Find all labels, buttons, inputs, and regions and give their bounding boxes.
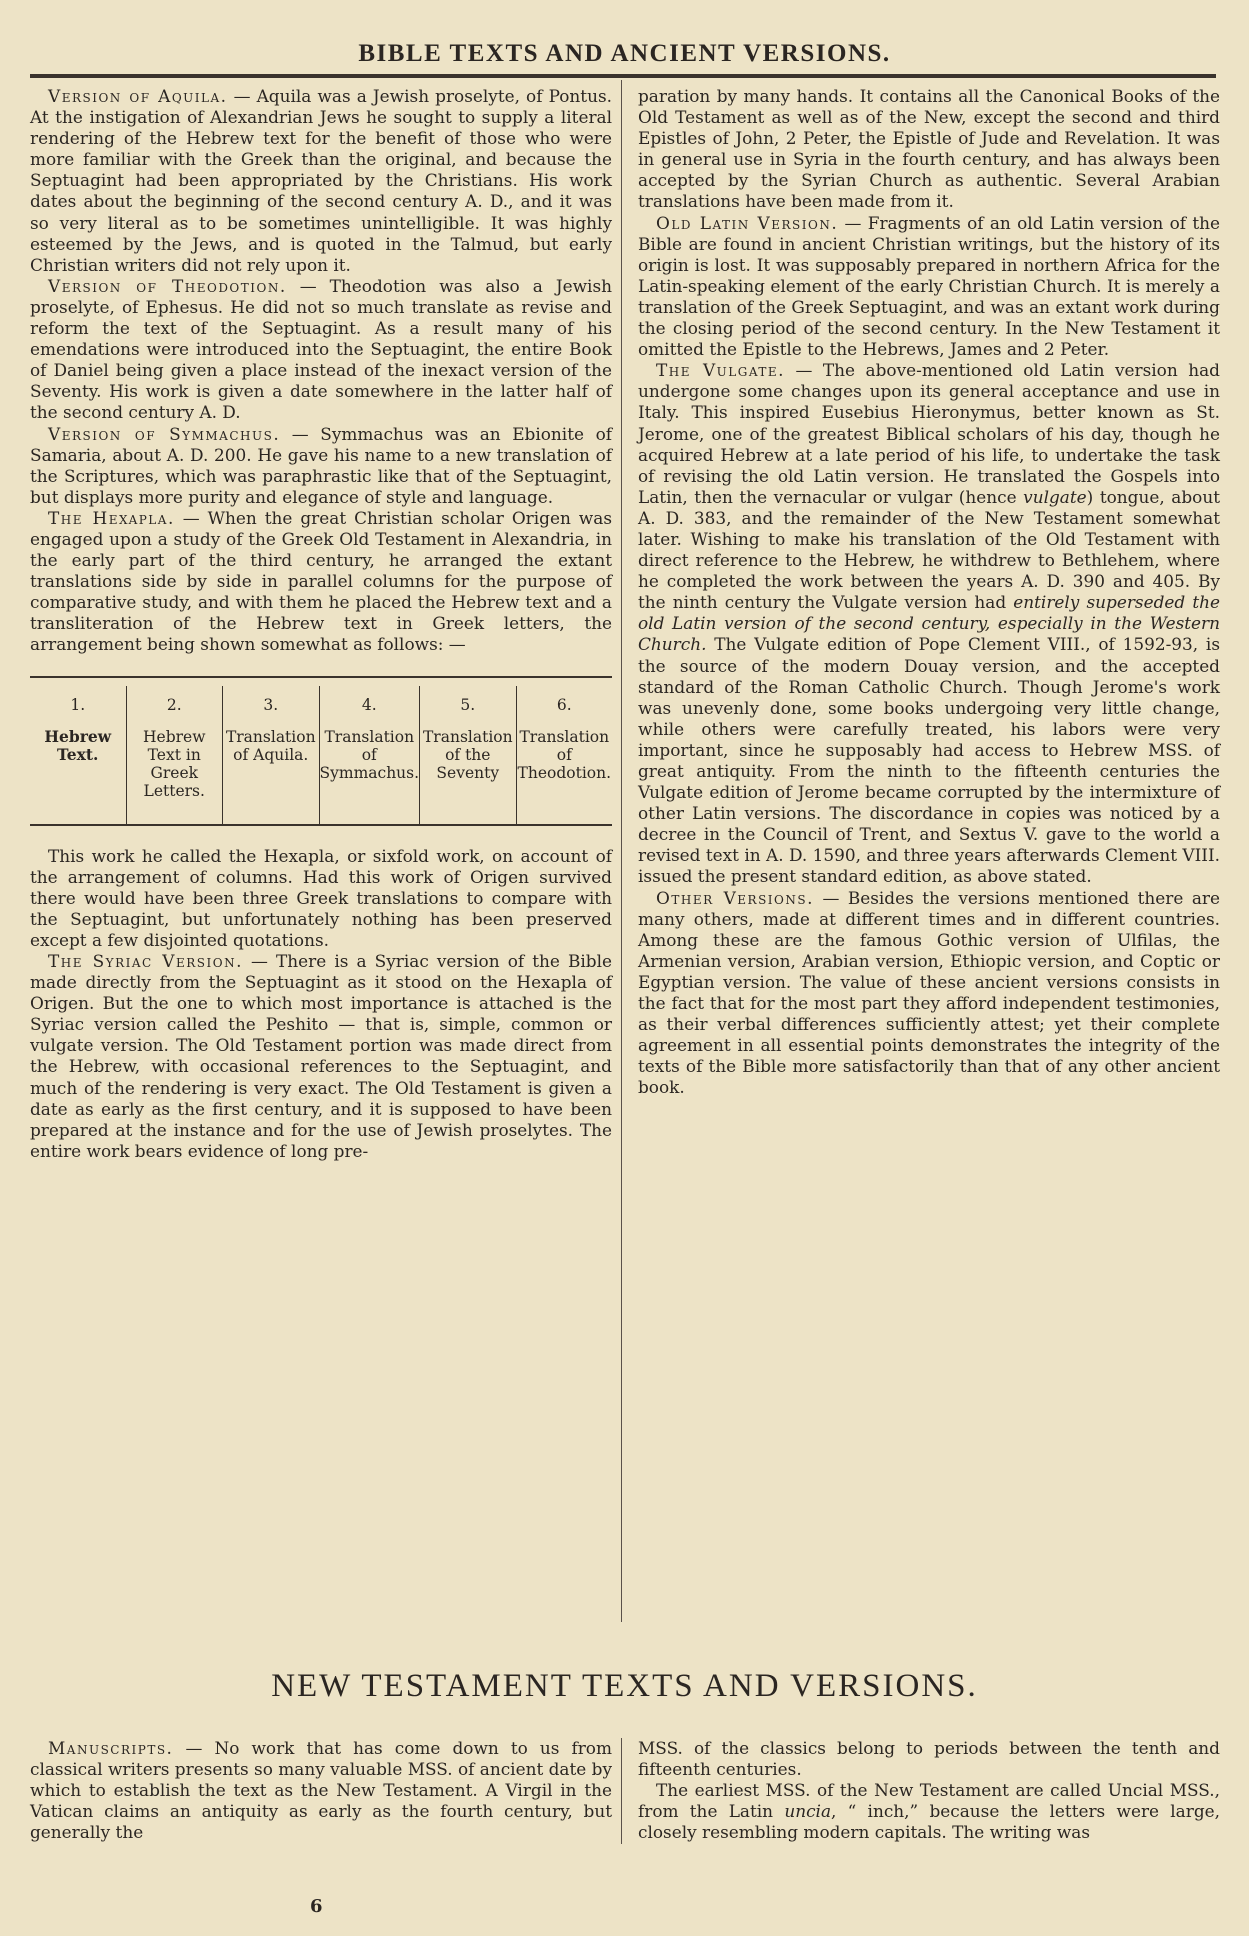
table-cell-label: Hebrew Text in Greek Letters.: [143, 727, 206, 800]
vulgate-emphasis: entirely superseded the old Latin version of the second century, especially in the Western Church.: [638, 592, 1220, 655]
table-cell-number: 6.: [556, 695, 572, 714]
hexapla-after-paragraph: This work he called the Hexapla, or sixfold work, on account of the arrangement of columns. Had this work of Origen survived there would have been three Greek translations to compare with the Septuagint, but unfortunately nothing has been preserved except a few disjointed quotations.: [30, 845, 612, 950]
vulgate-heading: The Vulgate.: [656, 360, 785, 381]
old-latin-heading: Old Latin Version.: [656, 212, 839, 233]
hexapla-table-cell: [223, 686, 320, 824]
hexapla-table-cell: [420, 686, 517, 824]
table-cell-label: Translation of Symmachus.: [319, 727, 420, 782]
uncial-text: , “ inch,” because the letters were large, closely resembling modern capitals. The writing was: [638, 1801, 1220, 1843]
syriac-text: — There is a Syriac version of the Bible made directly from the Septuagint as it stood on the Hexapla of Origen. But the one to which most importance is attached is the Syriac version called the Peshito — that is, simple, common or vulgate version. The Old Testament portion was made direct from the Hebrew, with occasional references to the Septuagint, and much of the rendering is very exact. The Old Testament is given a date as early as the first century, and it is supposed to have been prepared at the instance and for the use of Jewish proselytes. The entire work bears evidence of long pre-: [30, 951, 612, 1161]
manuscripts-text: — No work that has come down to us from classical writers presents so many valuable MSS. of ancient date by which to establish the text as the New Testament. A Virgil in the Vatican claims an antiquity as early as the fourth century, but generally the: [30, 1738, 612, 1843]
symmachus-text: — Symmachus was an Ebionite of Samaria, about A. D. 200. He gave his name to a new translation of the Scriptures, which was paraphrastic like that of the Septuagint, but displays more purity and elegance of style and language.: [30, 423, 612, 507]
uncial-paragraph: [638, 1780, 1220, 1843]
nt-right-column: [638, 1738, 1220, 1843]
page-number: 6: [310, 1896, 323, 1917]
vulgate-text: ) tongue, about A. D. 383, and the remainder of the New Testament somewhat later. Wishing to make his translation of the Old Testament with direct reference to the Hebrew, he withdrew to Bethlehem, where he completed the work between the years A. D. 390 and 405. By the ninth century the Vulgate version had: [638, 486, 1221, 613]
manuscripts-paragraph: [30, 1738, 612, 1843]
hexapla-table-cell: [320, 686, 421, 824]
syriac-heading: The Syriac Version.: [48, 951, 243, 971]
old-latin-text: — Fragments of an old Latin version of the Bible are found in ancient Christian writings, but the history of its origin is lost. It was supposably prepared in northern Africa for the Latin-speaking element of the early Christian Church. It is merely a translation of the Greek Septuagint, and was an extant work during the closing period of the second century. In the New Testament it omitted the Epistle to the Hebrews, James and 2 Peter.: [638, 212, 1220, 360]
vulgate-text: The Vulgate edition of Pope Clement VIII., of 1592-93, is the source of the modern Douay version, and the accepted standard of the Roman Catholic Church. Though Jerome's work was unevenly done, some books undergoing very little change, while others were carefully treated, his labors were very important, since he supposably had access to Hebrew MSS. of great antiquity. From the ninth to the fifteenth centuries the Vulgate edition of Jerome became corrupted by the intermixture of other Latin versions. The discordance in copies was noticed by a decree in the Council of Trent, and Sextus V. gave to the world a revised text in A. D. 1590, and three years afterwards Clement VIII. issued the present standard edition, as above stated.: [638, 634, 1220, 887]
symmachus-heading: Version of Symmachus.: [48, 423, 281, 444]
uncial-text: The earliest MSS. of the New Testament are called Uncial MSS., from the Latin: [638, 1780, 1220, 1822]
page-header: BIBLE TEXTS AND ANCIENT VERSIONS.: [358, 40, 891, 67]
other-versions-text: — Besides the versions mentioned there are many others, made at different times and in different countries. Among these are the famous Gothic version of Ulfilas, the Armenian version, Arabian version, Ethiopic version, and Coptic or Egyptian version. The value of these ancient versions consists in the fact that for the most part they afford independent testimonies, as their verbal differences sufficiently attest; yet their complete agreement in all essential points demonstrates the integrity of the texts of the Bible more satisfactorily than that of any other ancient book.: [638, 887, 1220, 1098]
table-cell-label: Translation of the Seventy: [422, 727, 513, 782]
hexapla-heading: The Hexapla.: [48, 507, 175, 528]
aquila-text: — Aquila was a Jewish proselyte, of Pontus. At the instigation of Alexandrian Jews he sought to supply a literal rendering of the Hebrew text for the benefit of those who were more familiar with the Greek than the original, and because the Septuagint had been appropriated by the Christians. His work dates about the beginning of the second century A. D., and it was so very literal as to be sometimes unintelligible. It was highly esteemed by the Jews, and is quoted in the Talmud, but early Christian writers did not rely upon it.: [30, 86, 612, 275]
old-latin-paragraph: [638, 213, 1220, 361]
section-title: NEW TESTAMENT TEXTS AND VERSIONS.: [271, 1668, 978, 1704]
theodotion-text: — Theodotion was also a Jewish proselyte, of Ephesus. He did not so much translate as revise and reform the text of the Septuagint. As a result many of his emendations were introduced into the Septuagint, the entire Book of Daniel being given a place instead of the inexact version of the Seventy. His work is given a date somewhere in the latter half of the second century A. D.: [30, 275, 612, 423]
table-cell-label: Hebrew Text.: [44, 726, 112, 764]
other-versions-paragraph: [638, 888, 1220, 1099]
table-cell-number: 2.: [166, 695, 182, 714]
hexapla-table-cell: [127, 686, 224, 824]
left-column: [30, 86, 612, 1162]
nt-left-column: [30, 1738, 612, 1843]
table-cell-label: Translation of Aquila.: [225, 727, 316, 764]
symmachus-paragraph: [30, 424, 612, 508]
column-divider: [621, 80, 622, 1622]
theodotion-heading: Version of Theodotion.: [48, 275, 287, 296]
vulgate-paragraph: [638, 360, 1220, 887]
vulgate-emphasis: vulgate: [1023, 486, 1087, 507]
manuscripts-heading: Manuscripts.: [48, 1738, 174, 1758]
table-cell-number: 4.: [361, 695, 377, 714]
vulgate-text: — The above-mentioned old Latin version had undergone some changes upon its general acceptance and use in Italy. This inspired Eusebius Hieronymus, better known as St. Jerome, one of the greatest Biblical scholars of his day, though he acquired Hebrew at a late period of his life, to undertake the task of revising the old Latin version. He translated the Gospels into Latin, then the vernacular or vulgar (hence: [638, 360, 1220, 507]
hexapla-text: — When the great Christian scholar Origen was engaged upon a study of the Greek Old Testament in Alexandria, in the early part of the third century, he arranged the extant translations side by side in parallel columns for the purpose of comparative study, and with them he placed the Hebrew text and a transliteration of the Hebrew text in Greek letters, the arrangement being shown somewhat as follows: —: [30, 507, 613, 655]
hexapla-table-cell: [30, 686, 127, 824]
hexapla-table: [30, 676, 612, 826]
uncial-emphasis: uncia: [784, 1801, 832, 1822]
theodotion-paragraph: [30, 276, 612, 424]
table-cell-number: 1.: [70, 695, 86, 714]
syriac-paragraph: [30, 951, 612, 1162]
table-cell-label: Translation of Theodotion.: [517, 727, 612, 782]
nt-column-divider: [621, 1738, 622, 1844]
aquila-heading: Version of Aquila.: [48, 86, 228, 106]
table-cell-number: 5.: [460, 695, 476, 714]
hexapla-paragraph: [30, 508, 612, 656]
syriac-continued-paragraph: paration by many hands. It contains all the Canonical Books of the Old Testament as well as of the New, except the second and third Epistles of John, 2 Peter, the Epistle of Jude and Revelation. It was in general use in Syria in the fourth century, and has always been accepted by the Syrian Church as authentic. Several Arabian translations have been made from it.: [638, 86, 1220, 212]
hexapla-table-cell: [517, 686, 613, 824]
header-rule: [30, 74, 1216, 78]
classics-paragraph: MSS. of the classics belong to periods between the tenth and fifteenth centuries.: [638, 1738, 1220, 1780]
other-versions-heading: Other Versions.: [656, 887, 814, 908]
aquila-paragraph: [30, 86, 612, 276]
right-column: [638, 86, 1220, 1099]
table-cell-number: 3.: [263, 695, 279, 714]
